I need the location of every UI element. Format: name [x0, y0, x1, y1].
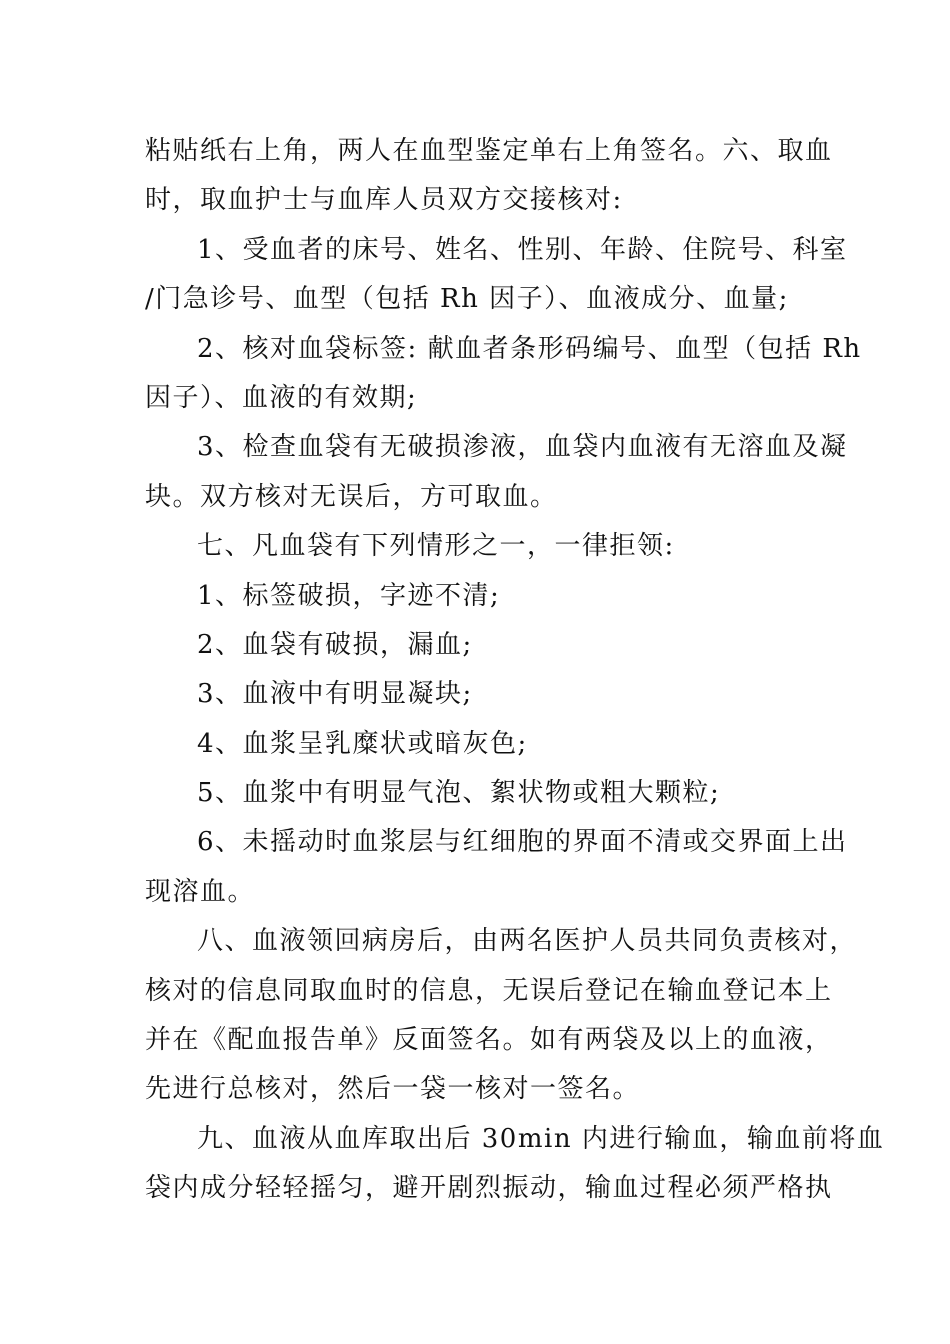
text-line: 3、血液中有明显凝块; — [197, 679, 473, 710]
text-line: 核对的信息同取血时的信息，无误后登记在输血登记本上 — [145, 975, 833, 1006]
text-line: 2、血袋有破损，漏血; — [197, 629, 473, 660]
text-line: 袋内成分轻轻摇匀，避开剧烈振动，输血过程必须严格执 — [145, 1173, 833, 1204]
text-line: 1、受血者的床号、姓名、性别、年龄、住院号、科室 — [197, 234, 848, 265]
text-line: 粘贴纸右上角，两人在血型鉴定单右上角签名。六、取血 — [145, 136, 833, 166]
text-line: 因子）、血液的有效期; — [145, 382, 418, 413]
text-line: 先进行总核对，然后一袋一核对一签名。 — [145, 1074, 641, 1105]
text-line: 5、血浆中有明显气泡、絮状物或粗大颗粒; — [197, 778, 721, 809]
text-line: 1、标签破损，字迹不清; — [197, 580, 501, 611]
text-line: /门急诊号、血型（包括 Rh 因子）、血液成分、血量; — [145, 284, 789, 315]
text-line: 并在《配血报告单》反面签名。如有两袋及以上的血液， — [145, 1025, 833, 1056]
text-line: 九、血液从血库取出后 30min 内进行输血，输血前将血 — [197, 1123, 885, 1154]
document-body — [145, 127, 885, 1214]
text-line: 6、未摇动时血浆层与红细胞的界面不清或交界面上出 — [197, 827, 848, 858]
text-line: 八、血液领回病房后，由两名医护人员共同负责核对， — [197, 926, 858, 957]
text-line: 3、检查血袋有无破损渗液，血袋内血液有无溶血及凝 — [197, 432, 848, 463]
text-line: 时，取血护士与血库人员双方交接核对: — [145, 185, 623, 216]
text-line: 4、血浆呈乳糜状或暗灰色; — [197, 728, 528, 759]
text-line: 2、核对血袋标签: 献血者条形码编号、血型（包括 Rh — [197, 333, 862, 364]
text-line: 七、凡血袋有下列情形之一，一律拒领: — [197, 531, 675, 562]
text-line: 块。双方核对无误后，方可取血。 — [145, 481, 558, 512]
text-line: 现溶血。 — [145, 876, 256, 907]
